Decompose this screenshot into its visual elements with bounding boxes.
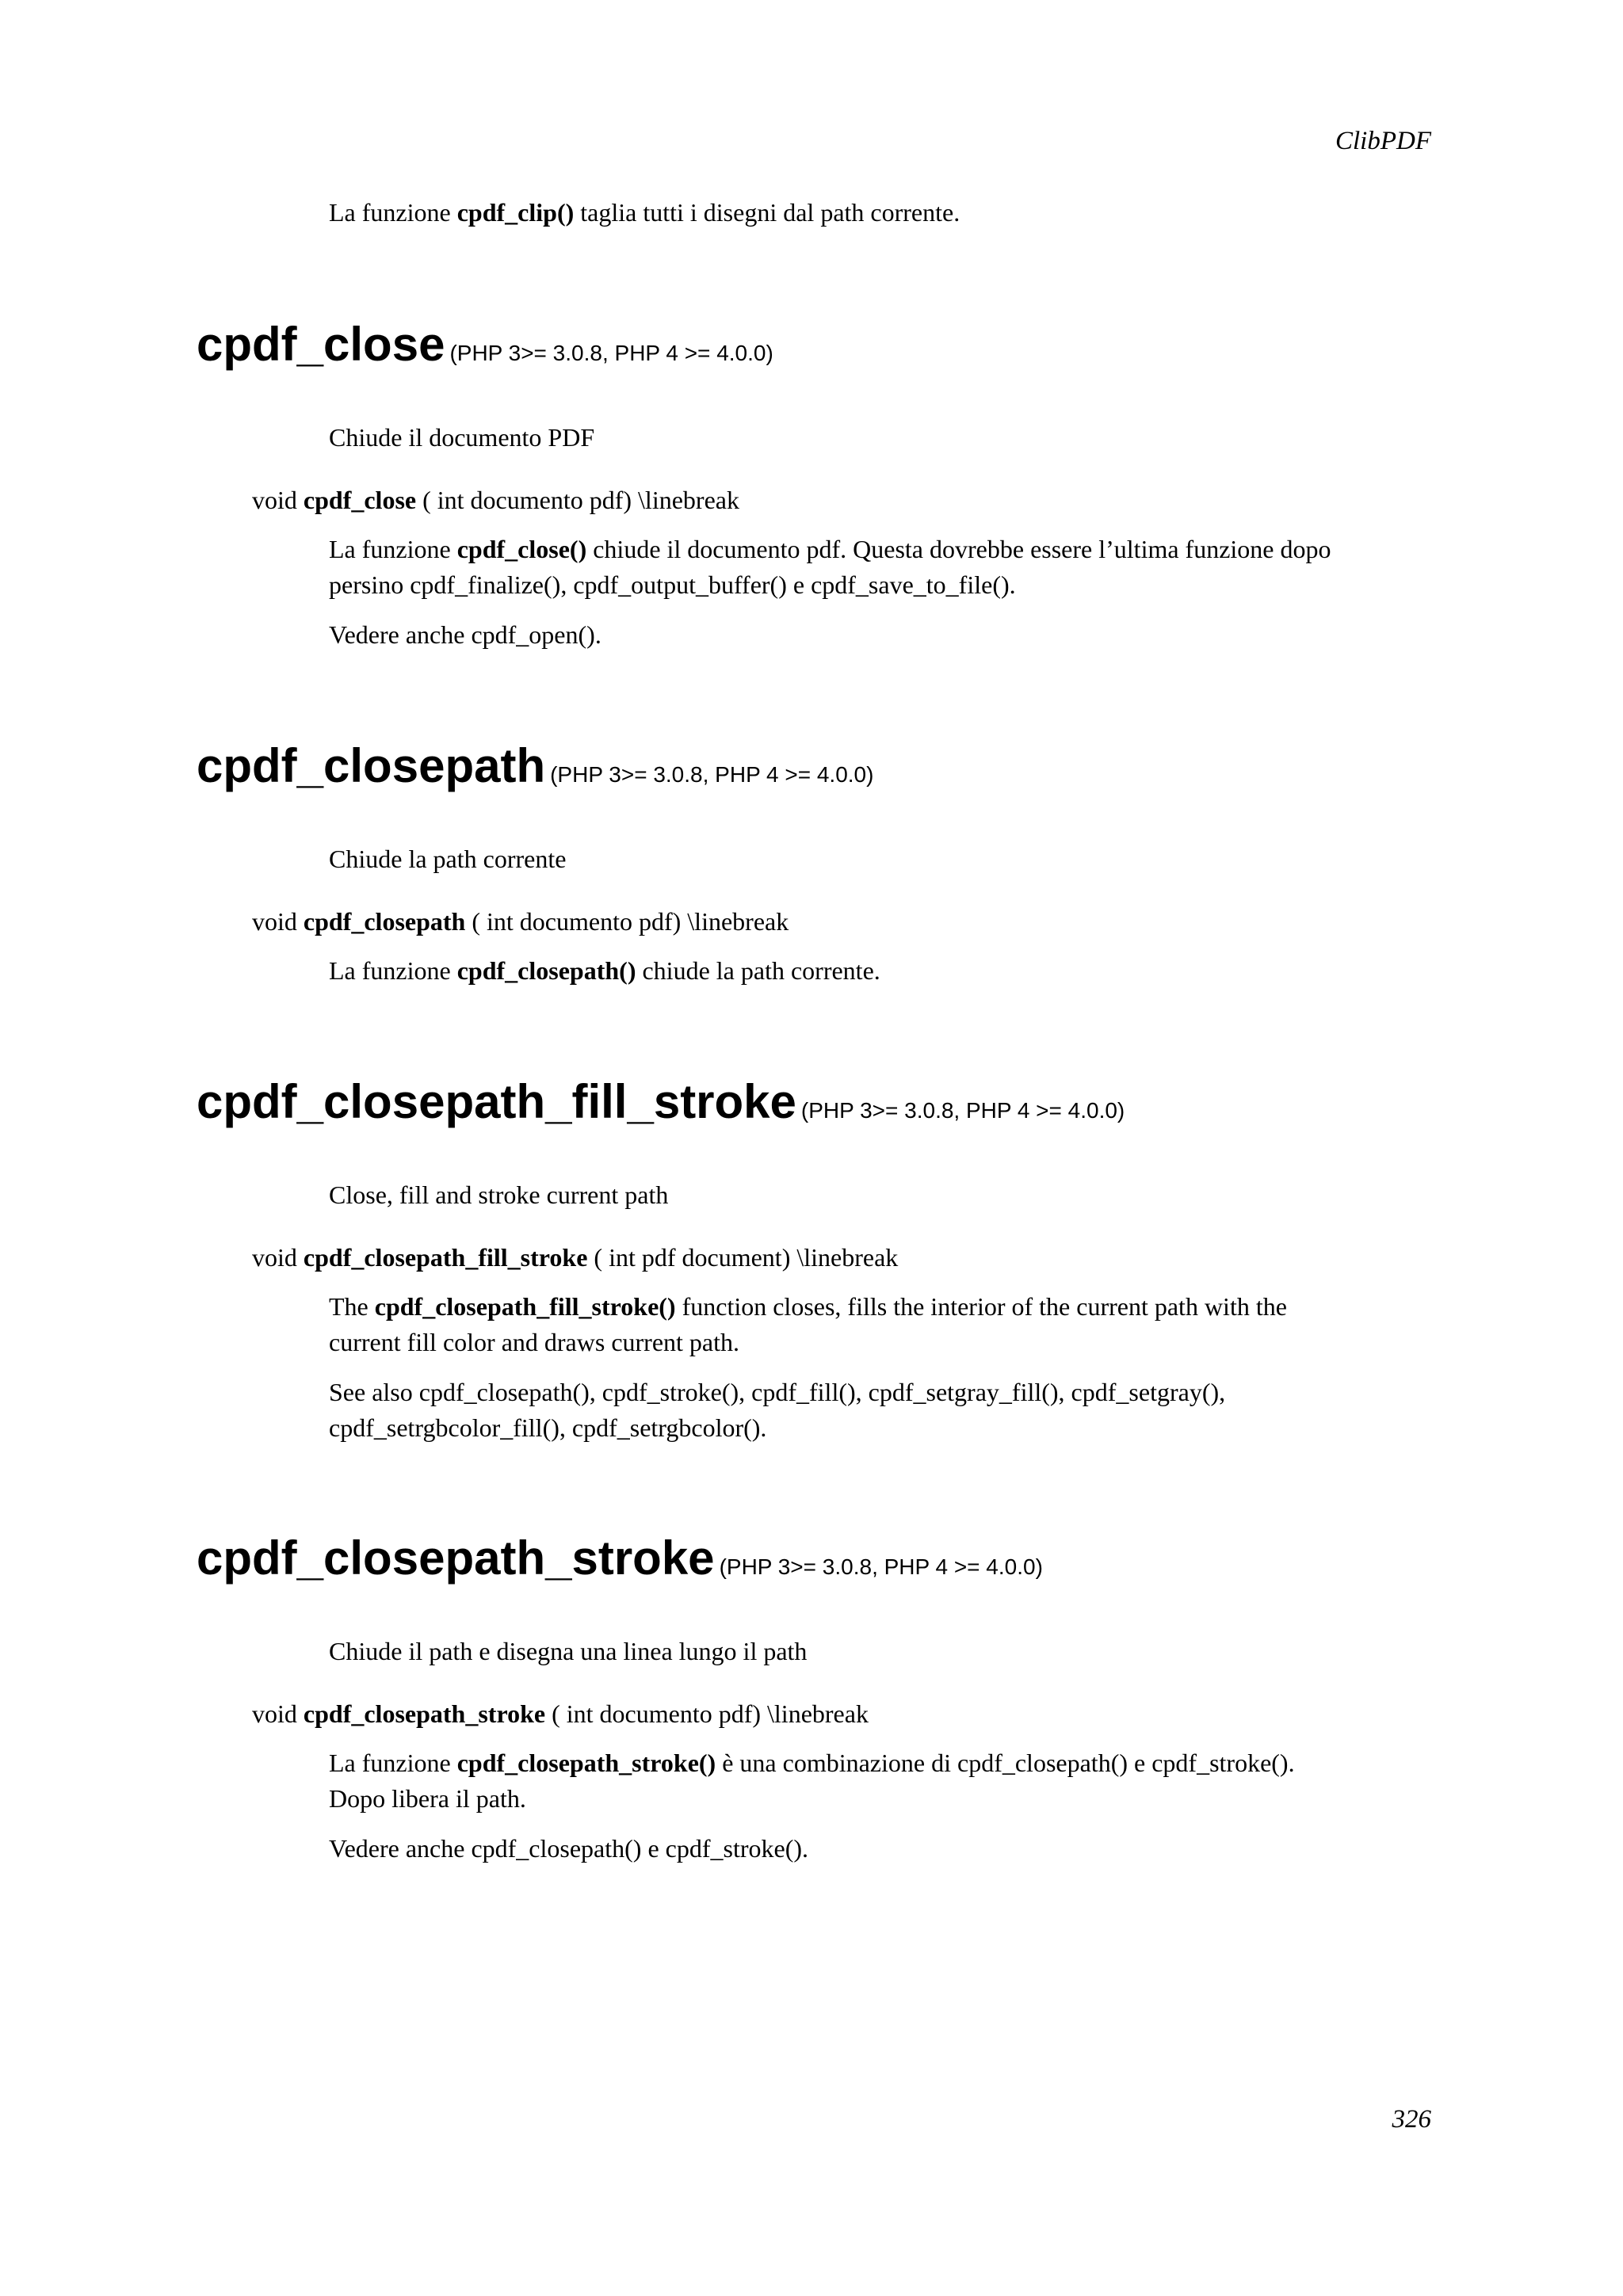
function-args: ( int documento pdf) \linebreak (545, 1699, 869, 1728)
description-line (329, 1745, 1423, 1781)
function-name: cpdf_closepath_fill_stroke (303, 1243, 588, 1272)
intro-text: La funzione (329, 198, 457, 227)
description-line (329, 532, 1423, 567)
entry-summary: Chiude la path corrente (329, 845, 567, 873)
entry-name: cpdf_closepath_fill_stroke (197, 1075, 796, 1128)
entry-name: cpdf_close (197, 318, 445, 371)
description-text: è una combinazione di cpdf_closepath() e cpdf_stroke(). (716, 1749, 1295, 1777)
entry-name: cpdf_closepath (197, 739, 546, 792)
entry-name: cpdf_closepath_stroke (197, 1531, 715, 1585)
entry-summary: Chiude il documento PDF (329, 423, 595, 452)
description-text: function closes, fills the interior of the current path with the (675, 1292, 1287, 1321)
description-line (329, 953, 1423, 989)
see-also: Vedere anche cpdf_open(). (329, 620, 601, 649)
function-name: cpdf_close (303, 486, 417, 514)
return-type: void (252, 907, 297, 936)
running-header: ClibPDF (1335, 127, 1431, 155)
description-line: current fill color and draws current path. (329, 1328, 740, 1356)
description-text: La funzione (329, 956, 457, 985)
return-type: void (252, 1243, 297, 1272)
entry-version: (PHP 3>= 3.0.8, PHP 4 >= 4.0.0) (800, 1098, 1125, 1123)
description-line (329, 1289, 1423, 1325)
entry-heading-cpdf-closepath (197, 738, 873, 803)
function-args: ( int pdf document) \linebreak (587, 1243, 899, 1272)
function-args: ( int documento pdf) \linebreak (465, 907, 789, 936)
entry-summary: Close, fill and stroke current path (329, 1180, 669, 1209)
function-name: cpdf_closepath_fill_stroke() (374, 1292, 676, 1321)
function-synopsis (252, 1240, 1425, 1276)
intro-paragraph (329, 195, 1423, 231)
function-name: cpdf_closepath_stroke (303, 1699, 546, 1728)
entry-version: (PHP 3>= 3.0.8, PHP 4 >= 4.0.0) (449, 341, 773, 365)
entry-heading-cpdf-closepath-fill-stroke (197, 1074, 1125, 1138)
see-also: See also cpdf_closepath(), cpdf_stroke(), cpdf_fill(), cpdf_setgray_fill(), cpdf_setgray(), (329, 1378, 1226, 1406)
function-name: cpdf_closepath() (456, 956, 636, 985)
description-line: persino cpdf_finalize(), cpdf_output_buffer() e cpdf_save_to_file(). (329, 570, 1016, 599)
function-synopsis (252, 904, 1425, 940)
entry-version: (PHP 3>= 3.0.8, PHP 4 >= 4.0.0) (550, 762, 874, 787)
function-args: ( int documento pdf) \linebreak (416, 486, 739, 514)
function-synopsis (252, 482, 1425, 518)
see-also: cpdf_setrgbcolor_fill(), cpdf_setrgbcolor(). (329, 1413, 767, 1442)
entry-summary: Chiude il path e disegna una linea lungo il path (329, 1637, 808, 1665)
description-text: chiude il documento pdf. Questa dovrebbe essere l’ultima funzione dopo (586, 535, 1331, 563)
entry-version: (PHP 3>= 3.0.8, PHP 4 >= 4.0.0) (719, 1554, 1043, 1579)
function-name: cpdf_close() (456, 535, 587, 563)
see-also: Vedere anche cpdf_closepath() e cpdf_stroke(). (329, 1834, 809, 1863)
function-name: cpdf_clip() (456, 198, 575, 227)
description-text: La funzione (329, 535, 457, 563)
description-text: La funzione (329, 1749, 457, 1777)
intro-text: taglia tutti i disegni dal path corrente. (574, 198, 960, 227)
description-text: The (329, 1292, 375, 1321)
function-name: cpdf_closepath (303, 907, 466, 936)
description-line: Dopo libera il path. (329, 1784, 526, 1813)
description-text: chiude la path corrente. (636, 956, 880, 985)
page-number: 326 (1392, 2105, 1431, 2134)
entry-heading-cpdf-closepath-stroke (197, 1531, 1043, 1595)
return-type: void (252, 1699, 297, 1728)
return-type: void (252, 486, 297, 514)
entry-heading-cpdf-close (197, 317, 773, 381)
function-synopsis (252, 1696, 1425, 1732)
function-name: cpdf_closepath_stroke() (456, 1749, 716, 1777)
